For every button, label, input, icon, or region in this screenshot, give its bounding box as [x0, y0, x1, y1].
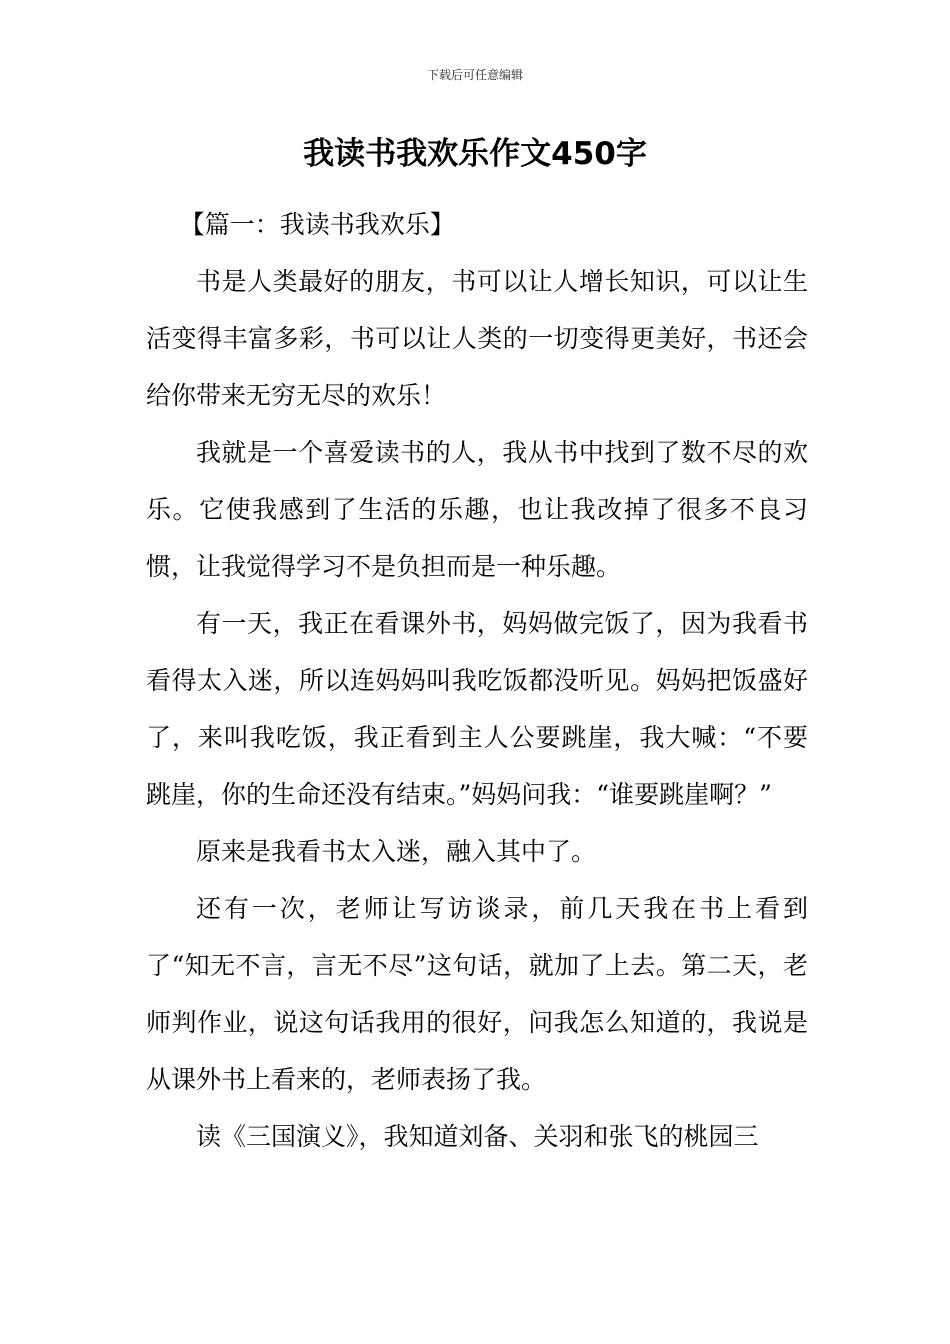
- document-title: 我读书我欢乐作文450字: [303, 136, 647, 172]
- section-heading: 【篇一：我读书我欢乐】: [179, 210, 455, 239]
- paragraph-1: 书是人类最好的朋友，书可以让人增长知识，可以让生活变得丰富多彩，书可以让人类的一切变得更美好，书还会给你带来无穷无尽的欢乐！: [146, 267, 808, 410]
- paragraph-2: 我就是一个喜爱读书的人，我从书中找到了数不尽的欢乐。它使我感到了生活的乐趣，也让我改掉了很多不良习惯，让我觉得学习不是负担而是一种乐趣。: [146, 438, 808, 581]
- paragraph-3: 有一天，我正在看课外书，妈妈做完饭了，因为我看书看得太入迷，所以连妈妈叫我吃饭都没听见。妈妈把饭盛好了，来叫我吃饭，我正看到主人公要跳崖，我大喊：“不要跳崖，你的生命还没有结束。”妈妈问我：“谁要跳崖啊？”: [146, 609, 808, 809]
- page-header-note: 下载后可任意编辑: [426, 68, 523, 82]
- paragraph-4: 原来是我看书太入迷，融入其中了。: [196, 837, 597, 866]
- paragraph-6: 读《三国演义》，我知道刘备、关羽和张飞的桃园三: [196, 1122, 759, 1151]
- paragraph-5: 还有一次，老师让写访谈录，前几天我在书上看到了“知无不言，言无不尽”这句话，就加了上去。第二天，老师判作业，说这句话我用的很好，问我怎么知道的，我说是从课外书上看来的，老师表扬了我。: [146, 894, 808, 1094]
- document-body: [146, 196, 808, 1165]
